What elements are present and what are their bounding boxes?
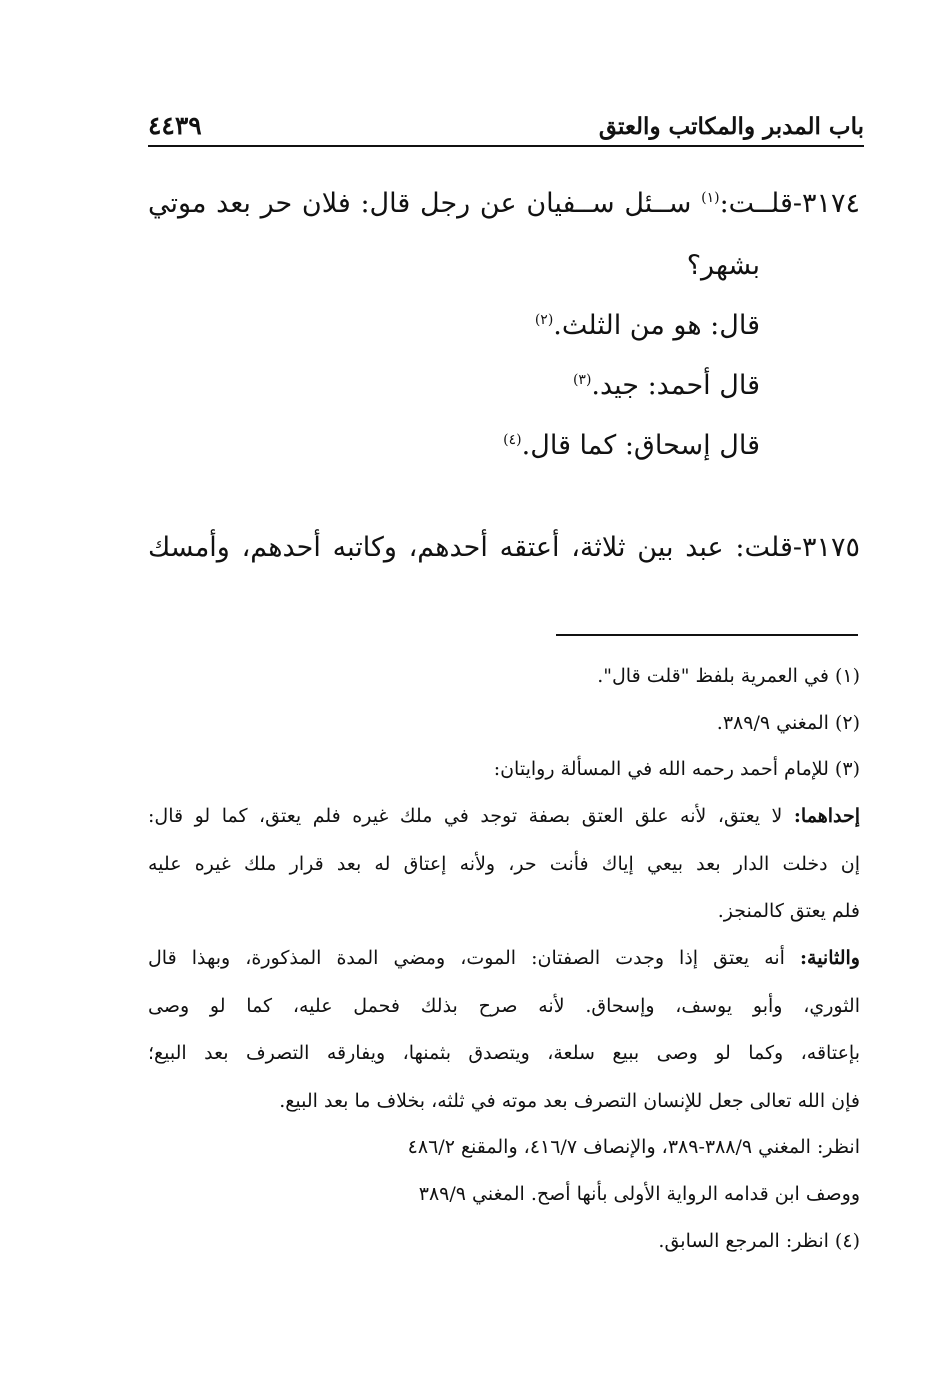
footnote-ref-4: (٤) (503, 432, 522, 448)
footnotes (148, 0, 860, 1300)
footnote-1: (١) في العمرية بلفظ "قلت قال". (597, 665, 860, 687)
references-line: انظر: المغني ٣٨٨/٩-٣٨٩، والإنصاف ٤١٦/٧، والمقنع ٤٨٦/٢ (407, 1136, 860, 1158)
answer-ishaq: قال إسحاق: كما قال. (521, 430, 760, 461)
second-narration-line1: والثانية: أنه يعتق إذا وجدت الصفتان: الموت، ومضي المدة المذكورة، وبهذا قال (148, 947, 860, 969)
chapter-title: باب المدبر والمكاتب والعتق (598, 113, 864, 140)
first-narration-line2: إن دخلت الدار بعد بيعي إياك فأنت حر، ولأنه إعتاق له بعد قرار ملك غيره عليه (148, 853, 860, 875)
second-narration-line4: فإن الله تعالى جعل للإنسان التصرف بعد موته في ثلثه، بخلاف ما بعد البيع. (279, 1090, 860, 1112)
entry-3175-line1: ٣١٧٥-قلت: عبد بين ثلاثة، أعتقه أحدهم، وكاتبه أحدهم، وأمسك (148, 532, 860, 563)
entry-3174-number: ٣١٧٤-قلــت: (719, 188, 860, 219)
footnote-ref-2: (٢) (534, 312, 554, 328)
page-number: ٤٤٣٩ (148, 111, 202, 140)
footnote-2: (٢) المغني ٣٨٩/٩. (716, 712, 860, 734)
ibn-qudama-line: ووصف ابن قدامه الرواية الأولى بأنها أصح. المغني ٣٨٩/٩ (418, 1183, 860, 1205)
first-narration-line3: فلم يعتق كالمنجز. (717, 900, 860, 922)
footnote-4: (٤) انظر: المرجع السابق. (658, 1230, 860, 1252)
answer-ahmad: قال أحمد: جيد. (591, 370, 760, 401)
footnote-ref-1: (١) (701, 190, 720, 206)
second-narration-line2: الثوري، وأبو يوسف، وإسحاق. لأنه صرح بذلك فحمل عليه، كما لو وصى (148, 995, 860, 1017)
second-narration-label: والثانية: (800, 947, 860, 969)
entry-3174-line2: بشهر؟ (686, 250, 760, 281)
footnote-3: (٣) للإمام أحمد رحمه الله في المسألة روايتان: (493, 758, 860, 780)
second-narration-line3: بإعتاقه، وكما لو وصى ببيع سلعة، ويتصدق بثمنها، ويفارقه التصرف بعد البيع؛ (148, 1042, 860, 1064)
first-narration-label: إحداهما: (793, 805, 860, 827)
first-narration-line1: إحداهما: لا يعتق، لأنه علق العتق بصفة توجد في ملك غيره فلم يعتق، كما لو قال: (148, 805, 860, 827)
entry-3174-question: ســئل ســفيان عن رجل قال: فلان حر بعد موتي (148, 188, 702, 219)
answer-sufyan: قال: هو من الثلث. (553, 310, 760, 341)
footnote-ref-3: (٣) (572, 372, 592, 388)
